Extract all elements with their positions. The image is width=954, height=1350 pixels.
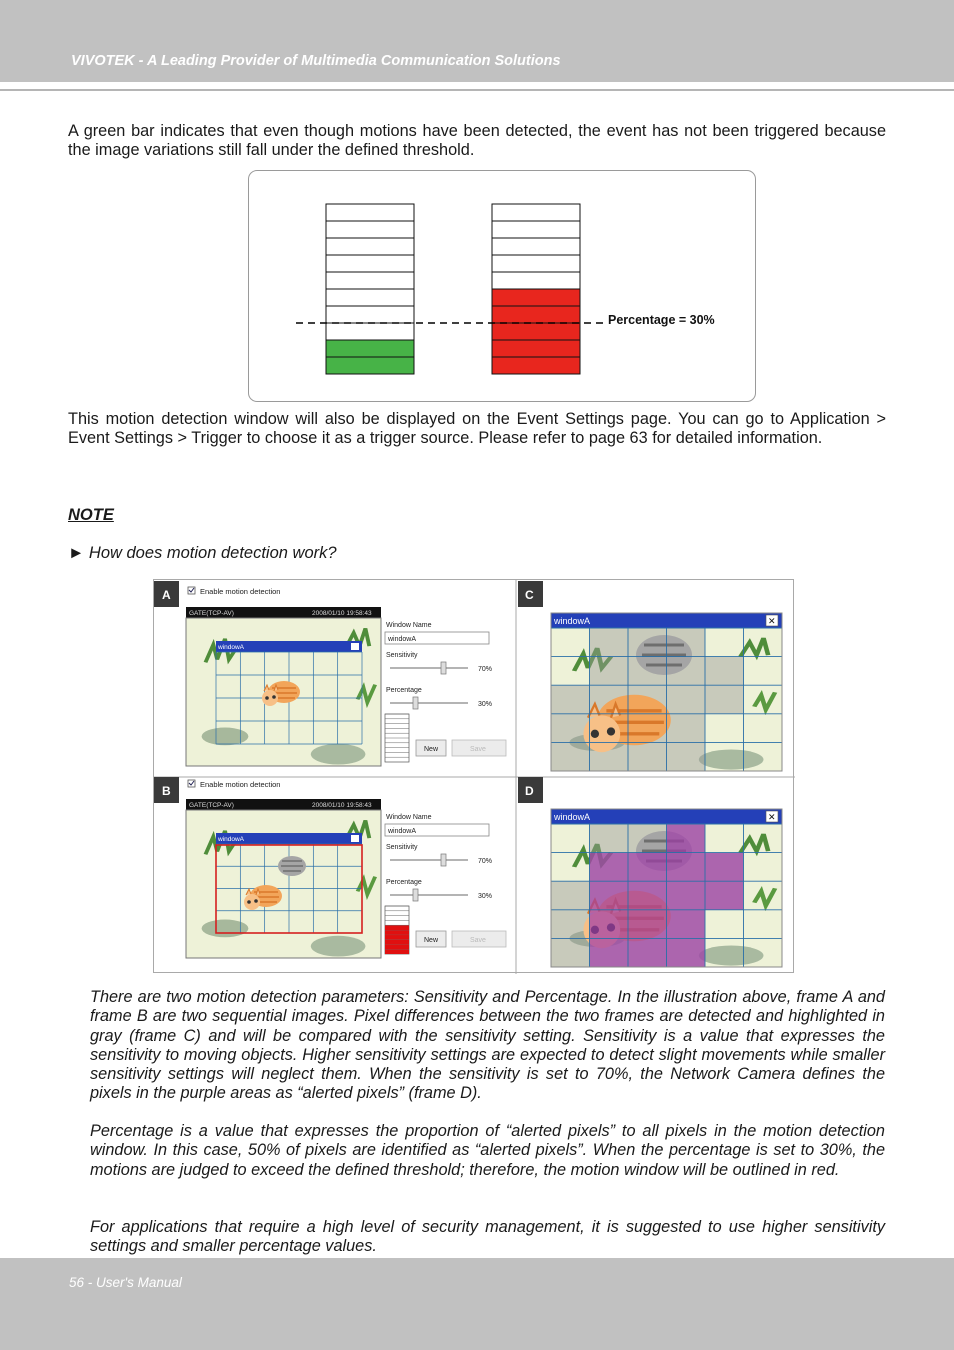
note-heading: NOTE — [68, 506, 114, 524]
close-icon-d: ✕ — [768, 812, 776, 822]
panel-d — [518, 777, 782, 967]
right-bar-cell — [492, 221, 580, 238]
percentage-label-b: Percentage — [386, 879, 422, 886]
save-button-b[interactable]: Save — [470, 937, 486, 944]
enable-motion-label: Enable motion detection — [200, 587, 281, 596]
new-button-b[interactable]: New — [424, 937, 439, 944]
percentage-value-a: 30% — [478, 701, 493, 708]
panel-c — [518, 581, 782, 771]
intro-paragraph: A green bar indicates that even though motions have been detected, the event has not been triggered because the image variations still fall under the defined threshold. — [68, 122, 886, 160]
camera-time: 2008/01/10 19:58:43 — [312, 610, 372, 617]
left-bar-cell — [326, 357, 414, 374]
window-name-value: windowA — [388, 636, 417, 643]
new-button-a[interactable]: New — [424, 746, 439, 753]
percentage-label-a: Percentage — [386, 687, 422, 694]
right-bar-cell — [492, 289, 580, 306]
sensitivity-label-b: Sensitivity — [386, 844, 418, 851]
panel-d-label: D — [525, 784, 534, 798]
note-question: ► How does motion detection work? — [68, 544, 337, 562]
explanation-recommendation: For applications that require a high level of security management, it is suggested to use higher sensitivity settings and smaller percentage values. — [90, 1218, 885, 1256]
panel-a — [154, 581, 506, 766]
explanation-sensitivity: There are two motion detection parameters: Sensitivity and Percentage. In the illustration above, frame A and frame B are two sequential images. Pixel differences between the two frames are detected and highlighted in gray (frame C) and will be compared with the sensitivity setting. Sensitivity is a value that expresses the sensitivity to moving objects. Higher sensitivity settings are expected to detect slight movements while smaller sensitivity settings will neglect them. When the sensitivity is set to 70%, the Network Camera defines the pixels in the purple areas as “alerted pixels” (frame D). — [90, 988, 885, 1103]
right-bar-cell — [492, 204, 580, 221]
window-name-label: Window Name — [386, 622, 432, 629]
figure-svg — [154, 580, 795, 974]
panel-b-label: B — [162, 784, 171, 798]
percentage-label: Percentage = 30% — [608, 313, 715, 327]
right-bar-cell — [492, 255, 580, 272]
header-title: VIVOTEK - A Leading Provider of Multimedia Communication Solutions — [71, 53, 561, 69]
window-title-c: windowA — [554, 616, 591, 626]
left-bar-cell — [326, 204, 414, 221]
panel-c-label: C — [525, 588, 534, 602]
left-bar-cell — [326, 340, 414, 357]
left-bar-cell — [326, 221, 414, 238]
right-bar-cell — [492, 323, 580, 340]
sensitivity-value-b: 70% — [478, 858, 493, 865]
window-name-value-b: windowA — [388, 828, 417, 835]
left-bar-cell — [326, 255, 414, 272]
camera-label: GATE(TCP-AV) — [189, 610, 234, 617]
explanation-percentage: Percentage is a value that expresses the proportion of “alerted pixels” to all pixels in the motion detection window. In this case, 50% of pixels are identified as “alerted pixels”. When the percentage is set to 30%, the motions are judged to exceed the defined threshold; therefore, the motion window will be outlined in red. — [90, 1122, 885, 1179]
percentage-value-b: 30% — [478, 893, 493, 900]
save-button-a[interactable]: Save — [470, 746, 486, 753]
camera-time-b: 2008/01/10 19:58:43 — [312, 802, 372, 809]
window-title-a: windowA — [218, 644, 245, 651]
camera-label-b: GATE(TCP-AV) — [189, 802, 234, 809]
enable-motion-label-b: Enable motion detection — [200, 780, 281, 789]
right-bar-cell — [492, 272, 580, 289]
window-title-b: windowA — [218, 836, 245, 843]
left-bar-cell — [326, 238, 414, 255]
page-number: 56 - User's Manual — [69, 1275, 182, 1290]
page-footer — [0, 1258, 954, 1350]
left-bar-cell — [326, 272, 414, 289]
panel-a-label: A — [162, 588, 171, 602]
left-bar-cell — [326, 323, 414, 340]
page-header — [0, 0, 954, 82]
close-icon-c: ✕ — [768, 616, 776, 626]
right-bar-cell — [492, 357, 580, 374]
threshold-diagram-svg — [249, 171, 757, 403]
left-bar-cell — [326, 289, 414, 306]
right-bar-cell — [492, 340, 580, 357]
right-bar — [492, 204, 580, 374]
event-paragraph: This motion detection window will also be displayed on the Event Settings page. You can go to Application > Event Settings > Trigger to choose it as a trigger source. Please refer to page 63 for detailed information. — [68, 410, 886, 448]
sensitivity-value: 70% — [478, 666, 493, 673]
header-divider — [0, 89, 954, 91]
panel-b — [154, 777, 506, 958]
threshold-diagram — [248, 170, 756, 402]
right-bar-cell — [492, 238, 580, 255]
left-bar-cell — [326, 306, 414, 323]
window-name-label-b: Window Name — [386, 814, 432, 821]
sensitivity-label: Sensitivity — [386, 652, 418, 659]
window-title-d: windowA — [554, 812, 591, 822]
motion-detection-figure — [153, 579, 794, 973]
right-bar-cell — [492, 306, 580, 323]
left-bar — [326, 204, 414, 374]
